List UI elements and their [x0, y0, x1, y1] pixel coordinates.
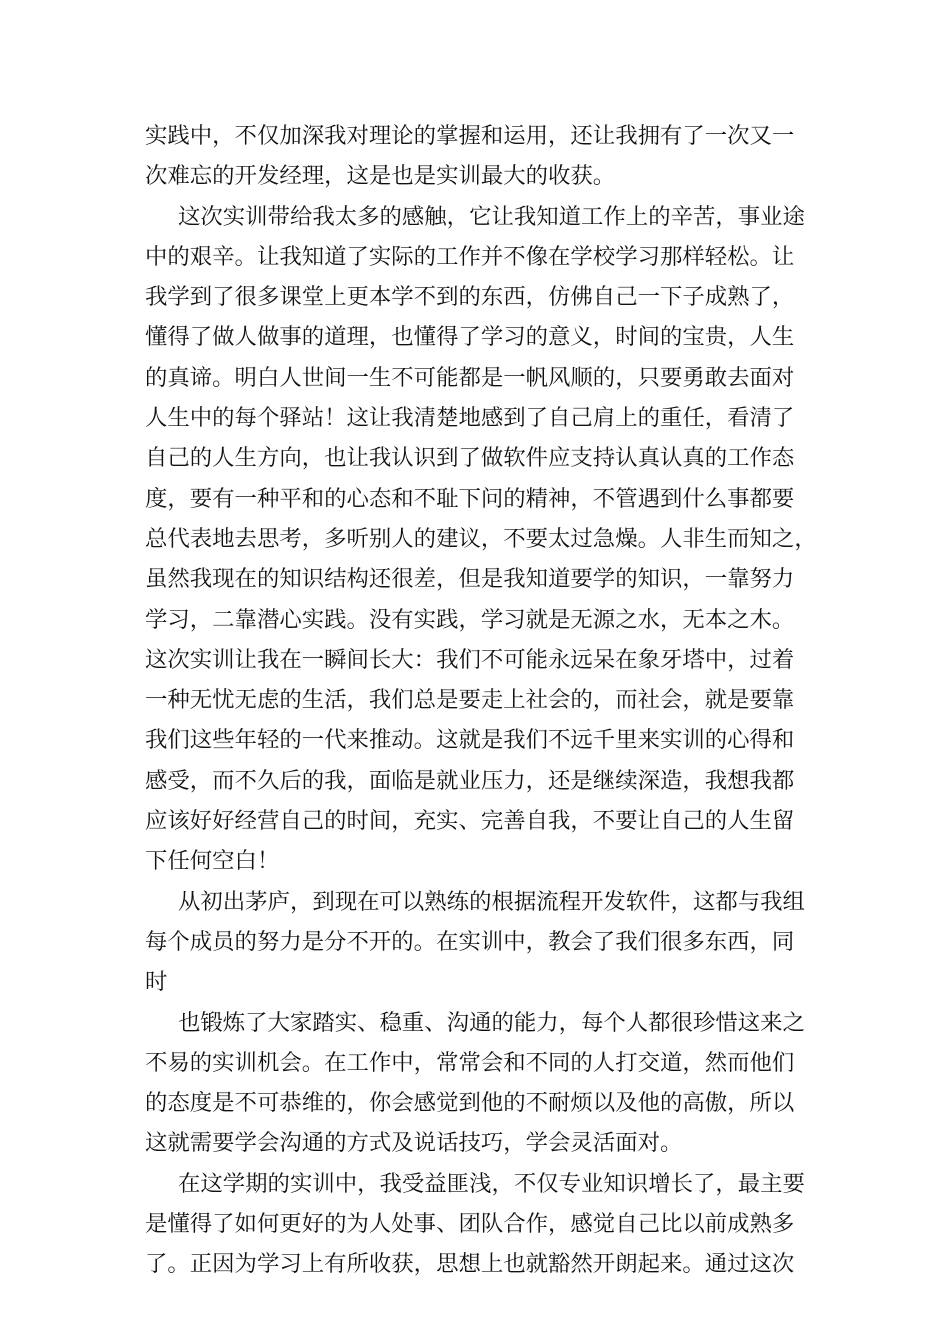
- text-line: 感受，而不久后的我，面临是就业压力，还是继续深造，我想我都: [145, 767, 795, 794]
- text-line: 也锻炼了大家踏实、稳重、沟通的能力，每个人都很珍惜这来之: [178, 1009, 805, 1036]
- text-line: 的态度是不可恭维的，你会感觉到他的不耐烦以及他的高傲，所以: [145, 1090, 795, 1117]
- text-line: 虽然我现在的知识结构还很差，但是我知道要学的知识，一靠努力: [145, 566, 795, 593]
- text-line: 的真谛。明白人世间一生不可能都是一帆风顺的，只要勇敢去面对: [145, 364, 795, 391]
- document-body: [145, 116, 815, 1285]
- text-line: 了。正因为学习上有所收获，思想上也就豁然开朗起来。通过这次: [145, 1251, 795, 1278]
- text-line: 度，要有一种平和的心态和不耻下问的精神，不管遇到什么事都要: [145, 485, 795, 512]
- text-line: 应该好好经营自己的时间，充实、完善自我，不要让自己的人生留: [145, 808, 795, 835]
- text-line: 人生中的每个驿站！这让我清楚地感到了自己肩上的重任，看清了: [145, 405, 795, 432]
- text-line: 每个成员的努力是分不开的。在实训中，教会了我们很多东西，同: [145, 928, 795, 955]
- text-line: 这就需要学会沟通的方式及说话技巧，学会灵活面对。: [145, 1130, 683, 1157]
- text-line: 从初出茅庐，到现在可以熟练的根据流程开发软件，这都与我组: [178, 888, 805, 915]
- text-line: 时: [145, 969, 168, 996]
- text-line: 我学到了很多课堂上更本学不到的东西，仿佛自己一下子成熟了，: [145, 284, 795, 311]
- text-line: 实践中，不仅加深我对理论的掌握和运用，还让我拥有了一次又一: [145, 123, 795, 149]
- text-line: 一种无忧无虑的生活，我们总是要走上社会的，而社会，就是要靠: [145, 687, 795, 714]
- text-line: 这次实训让我在一瞬间长大：我们不可能永远呆在象牙塔中，过着: [145, 646, 795, 673]
- text-line: 自己的人生方向，也让我认识到了做软件应支持认真认真的工作态: [145, 445, 795, 472]
- text-line: 中的艰辛。让我知道了实际的工作并不像在学校学习那样轻松。让: [145, 243, 795, 270]
- text-line: 这次实训带给我太多的感触，它让我知道工作上的辛苦，事业途: [178, 203, 805, 230]
- text-line: 不易的实训机会。在工作中，常常会和不同的人打交道，然而他们: [145, 1049, 795, 1076]
- text-line: 下任何空白！: [145, 848, 280, 875]
- text-line: 次难忘的开发经理，这是也是实训最大的收获。: [145, 163, 616, 190]
- text-line: 我们这些年轻的一代来推动。这就是我们不远千里来实训的心得和: [145, 727, 795, 754]
- text-line: 总代表地去思考，多听别人的建议，不要太过急燥。人非生而知之，: [145, 525, 817, 552]
- text-line: 学习，二靠潜心实践。没有实践，学习就是无源之水，无本之木。: [145, 606, 795, 633]
- text-line: 在这学期的实训中，我受益匪浅，不仅专业知识增长了，最主要: [178, 1170, 805, 1197]
- text-line: 懂得了做人做事的道理，也懂得了学习的意义，时间的宝贵，人生: [145, 324, 795, 351]
- text-line: 是懂得了如何更好的为人处事、团队合作，感觉自己比以前成熟多: [145, 1211, 795, 1238]
